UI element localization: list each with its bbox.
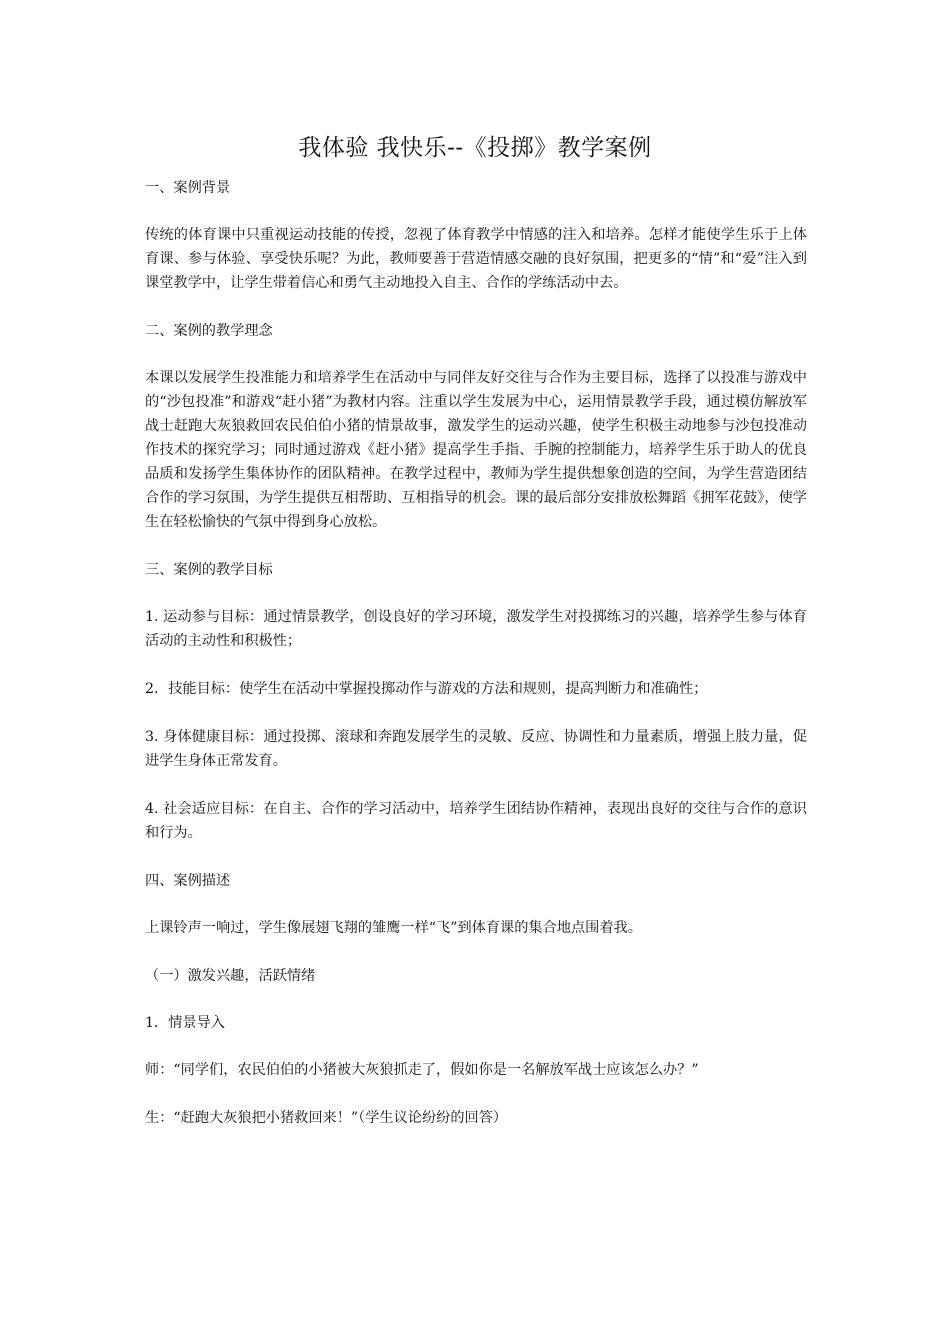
document-body xyxy=(145,176,807,1154)
objective-item-3: 3. 身体健康目标：通过投掷、滚球和奔跑发展学生的灵敏、反应、协调性和力量素质，增强上肢力量，促进学生身体正常发育。 xyxy=(145,729,807,769)
section-heading-philosophy: 二、案例的教学理念 xyxy=(145,323,273,339)
dialogue-teacher: 师：“同学们，农民伯伯的小猪被大灰狼抓走了，假如你是一名解放军战士应该怎么办？” xyxy=(145,1062,699,1078)
objective-item-4: 4. 社会适应目标：在自主、合作的学习活动中，培养学生团结协作精神，表现出良好的交往与合作的意识和行为。 xyxy=(145,801,807,841)
document-title: 我体验 我快乐--《投掷》教学案例 xyxy=(298,135,652,161)
paragraph-background: 传统的体育课中只重视运动技能的传授，忽视了体育教学中情感的注入和培养。怎样才能使学生乐于上体育课、参与体验、享受快乐呢？为此，教师要善于营造情感交融的良好氛围，把更多的“情”和“爱”注入到课堂教学中，让学生带着信心和勇气主动地投入自主、合作的学练活动中去。 xyxy=(145,227,807,291)
section-heading-background: 一、案例背景 xyxy=(145,180,231,196)
dialogue-student: 生：“赶跑大灰狼把小猪救回来！”（学生议论纷纷的回答） xyxy=(145,1110,508,1126)
paragraph-description-intro: 上课铃声一响过，学生像展翅飞翔的雏鹰一样“飞”到体育课的集合地点围着我。 xyxy=(145,920,642,936)
paragraph-philosophy: 本课以发展学生投准能力和培养学生在活动中与同伴友好交往与合作为主要目标，选择了以投准与游戏中的“沙包投准”和游戏“赶小猪”为教材内容。注重以学生发展为中心，运用情景教学手段，通过模仿解放军战士赶跑大灰狼救回农民伯伯小猪的情景故事，激发学生的运动兴趣，使学生积极主动地参与沙包投准动作技术的探究学习；同时通过游戏《赶小猪》提高学生手指、手腕的控制能力，培养学生乐于助人的优良品质和发扬学生集体协作的团队精神。在教学过程中，教师为学生提供想象创造的空间，为学生营造团结合作的学习氛围，为学生提供互相帮助、互相指导的机会。课的最后部分安排放松舞蹈《拥军花鼓》，使学生在轻松愉快的气氛中得到身心放松。 xyxy=(145,370,807,530)
subsection-heading-scenario: 1．情景导入 xyxy=(145,1015,225,1031)
section-heading-objectives: 三、案例的教学目标 xyxy=(145,562,273,578)
objective-item-1: 1. 运动参与目标：通过情景教学，创设良好的学习环境，激发学生对投掷练习的兴趣，培养学生参与体育活动的主动性和积极性； xyxy=(145,609,807,649)
section-heading-description: 四、案例描述 xyxy=(145,873,231,889)
objective-item-2: 2．技能目标：使学生在活动中掌握投掷动作与游戏的方法和规则，提高判断力和准确性； xyxy=(145,681,708,697)
subsection-heading-interest: （一）激发兴趣，活跃情绪 xyxy=(145,968,316,984)
